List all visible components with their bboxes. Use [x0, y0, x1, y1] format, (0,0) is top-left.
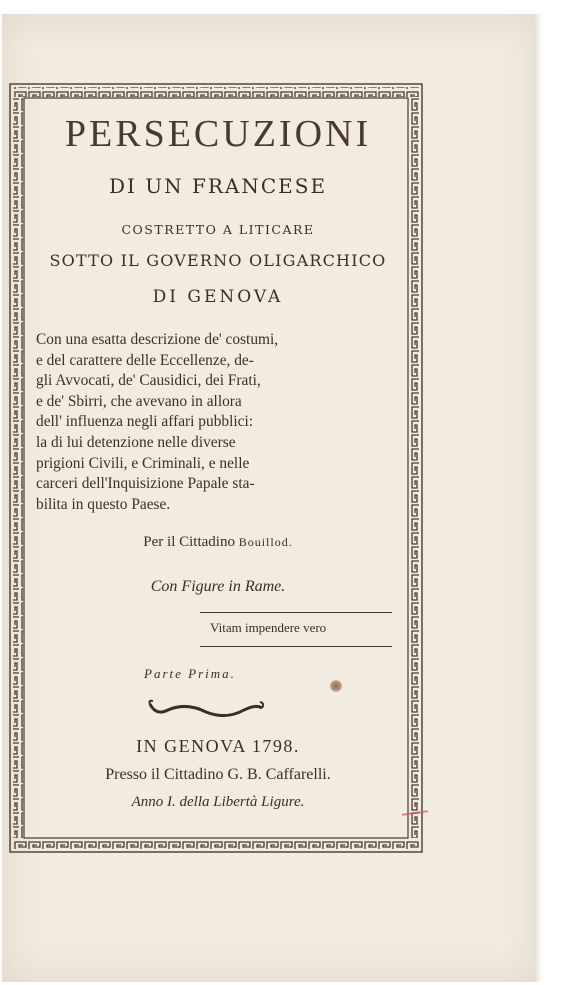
subtitle-line-2: COSTRETTO A LITICARE	[121, 222, 315, 237]
description-line: la di lui detenzione nelle diverse	[36, 433, 236, 451]
author-name: Bouillod.	[238, 535, 293, 549]
motto-rule-top	[200, 612, 392, 613]
imprint-printer: Presso il Cittadino G. B. Caffarelli.	[105, 766, 331, 783]
description-line: carceri dell'Inquisizione Papale sta-	[36, 475, 255, 493]
author-prefix: Per il Cittadino	[143, 534, 235, 550]
motto-rule-bottom	[200, 646, 392, 647]
title-page-content	[28, 94, 408, 830]
description-line: gli Avvocati, de' Causidici, dei Frati,	[36, 372, 261, 390]
description-line: e del carattere delle Eccellenze, de-	[36, 351, 254, 369]
author-line	[28, 534, 408, 551]
subtitle: DI UN FRANCESE	[108, 174, 328, 198]
part-label: Parte Prima.	[144, 666, 236, 681]
subtitle-line-4: DI GENOVA	[152, 287, 284, 307]
book-title: PERSECUZIONI	[64, 113, 372, 155]
ink-stain	[330, 680, 342, 692]
motto: Vitam impendere vero	[210, 620, 327, 635]
description-line: dell' influenza negli affari pubblici:	[36, 413, 254, 431]
description-line: prigioni Civili, e Criminali, e nelle	[36, 454, 250, 472]
imprint-city-year: IN GENOVA 1798.	[136, 736, 300, 756]
description-block	[36, 330, 396, 515]
ornament-swash	[146, 698, 266, 722]
imprint-era: Anno I. della Libertà Ligure.	[131, 794, 305, 810]
description-line: e de' Sbirri, che avevano in allora	[36, 392, 242, 410]
figures-note: Con Figure in Rame.	[150, 578, 286, 595]
subtitle-line-3: SOTTO IL GOVERNO OLIGARCHICO	[49, 251, 387, 270]
description-line: Con una esatta descrizione de' costumi,	[36, 331, 279, 348]
description-line: bilita in questo Paese.	[36, 495, 171, 513]
